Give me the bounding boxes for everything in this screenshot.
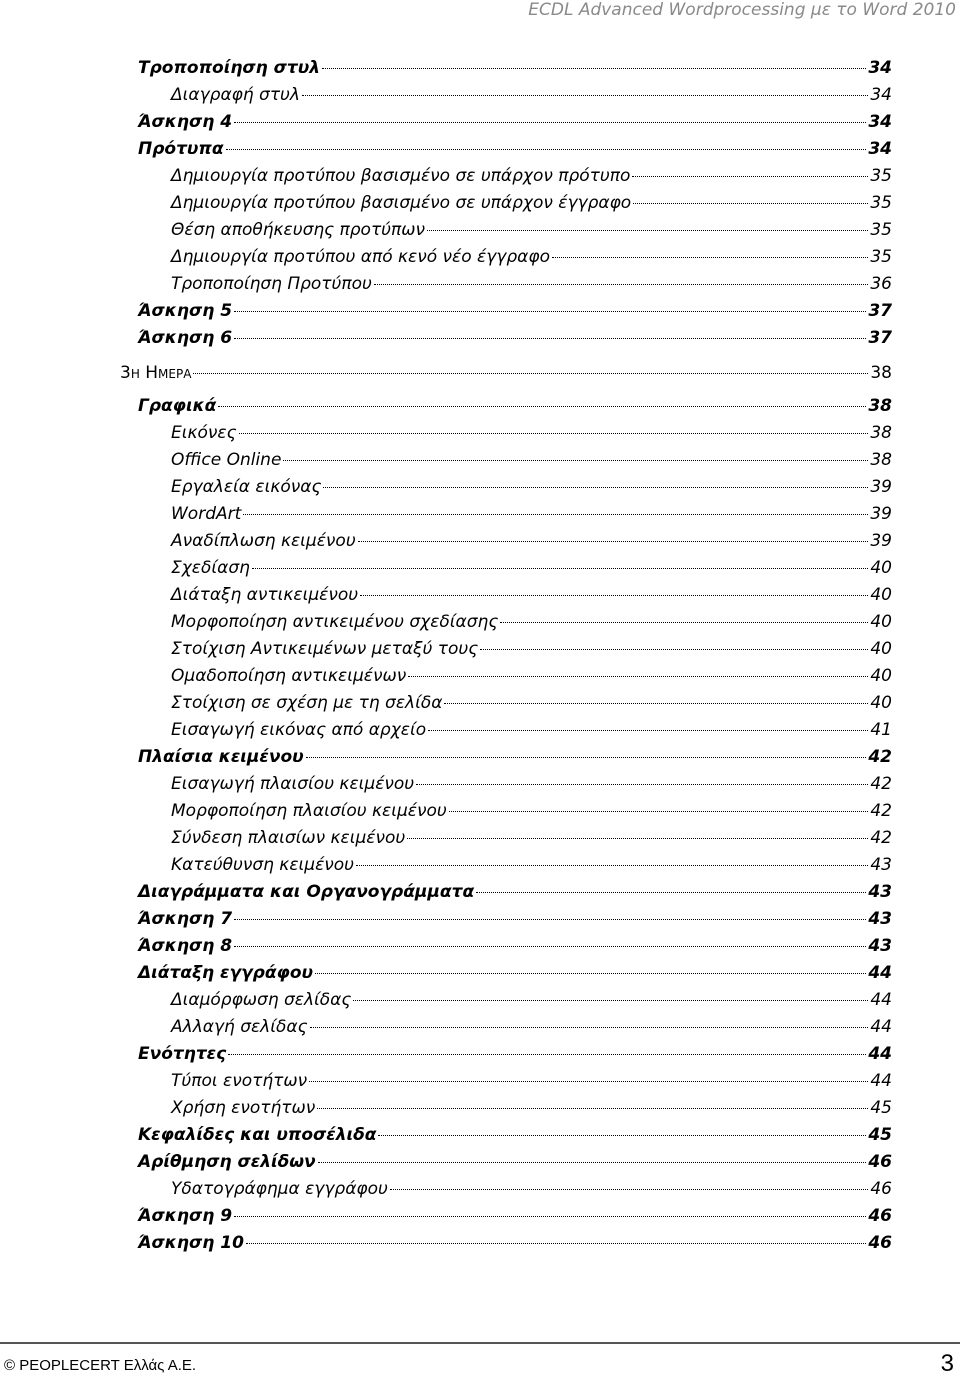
- toc-entry-label: Άσκηση 7: [138, 909, 233, 929]
- toc-entry[interactable]: [171, 271, 892, 297]
- toc-entry-page: 36: [870, 274, 892, 294]
- dot-leader: [552, 257, 868, 258]
- toc-entry[interactable]: [171, 852, 892, 878]
- toc-entry-label: Office Online: [171, 450, 282, 470]
- toc-entry[interactable]: [171, 555, 892, 581]
- dot-leader: [302, 95, 868, 96]
- dot-leader: [322, 68, 866, 69]
- toc-entry[interactable]: [171, 163, 892, 189]
- toc-entry[interactable]: [138, 1149, 892, 1175]
- toc-entry[interactable]: [171, 82, 892, 108]
- toc-entry-label: Άσκηση 6: [138, 328, 233, 348]
- toc-entry[interactable]: [171, 1014, 892, 1040]
- toc-entry-page: 34: [868, 139, 892, 159]
- dot-leader: [632, 176, 868, 177]
- dot-leader: [358, 541, 869, 542]
- toc-entry[interactable]: [171, 636, 892, 662]
- toc-entry-label: Τύποι ενοτήτων: [171, 1071, 308, 1091]
- toc-entry-label: Άσκηση 8: [138, 936, 233, 956]
- toc-entry-label: Διαγράμματα και Οργανογράμματα: [138, 882, 475, 902]
- toc-entry-label: Αναδίπλωση κειμένου: [171, 531, 356, 551]
- toc-entry[interactable]: [138, 1230, 892, 1256]
- dot-leader: [408, 676, 868, 677]
- dot-leader: [310, 1027, 869, 1028]
- toc-entry-label: Άσκηση 10: [138, 1233, 244, 1253]
- toc-entry-label: Χρήση ενοτήτων: [171, 1098, 316, 1118]
- dot-leader: [480, 649, 868, 650]
- toc-entry-page: 46: [868, 1233, 892, 1253]
- toc-entry-page: 35: [870, 193, 892, 213]
- toc-entry-label: Διαμόρφωση σελίδας: [171, 990, 352, 1010]
- toc-entry[interactable]: [138, 55, 892, 81]
- toc-entry-page: 40: [870, 693, 892, 713]
- toc-entry[interactable]: [171, 987, 892, 1013]
- toc-entry-page: 38: [870, 423, 892, 443]
- toc-entry-label: 3η Ημερα: [120, 363, 192, 383]
- dot-leader: [252, 568, 868, 569]
- toc-entry-page: 37: [868, 328, 892, 348]
- dot-leader: [416, 784, 868, 785]
- dot-leader: [390, 1189, 869, 1190]
- toc-entry-label: Άσκηση 9: [138, 1206, 233, 1226]
- toc-entry-page: 43: [868, 909, 892, 929]
- dot-leader: [323, 487, 868, 488]
- dot-leader: [246, 1243, 866, 1244]
- toc-entry-page: 44: [868, 963, 892, 983]
- dot-leader: [317, 1108, 868, 1109]
- toc-entry[interactable]: [138, 879, 892, 905]
- dot-leader: [234, 338, 866, 339]
- dot-leader: [407, 838, 868, 839]
- toc-entry-label: Τροποποίηση στυλ: [138, 58, 321, 78]
- footer-divider: [0, 1342, 960, 1344]
- toc-entry[interactable]: [171, 1176, 892, 1202]
- toc-entry[interactable]: [138, 1122, 892, 1148]
- dot-leader: [228, 1054, 866, 1055]
- toc-entry-page: 40: [870, 558, 892, 578]
- toc-entry-page: 38: [870, 450, 892, 470]
- toc-entry-label: Εισαγωγή εικόνας από αρχείο: [171, 720, 427, 740]
- toc-entry-page: 44: [870, 990, 892, 1010]
- toc-entry-page: 39: [870, 531, 892, 551]
- toc-entry-page: 43: [868, 882, 892, 902]
- dot-leader: [449, 811, 869, 812]
- footer-page-number: 3: [940, 1350, 954, 1377]
- toc-entry-page: 35: [870, 166, 892, 186]
- dot-leader: [234, 1216, 866, 1217]
- toc-entry-label: WordArt: [171, 504, 242, 524]
- toc-entry-label: Εικόνες: [171, 423, 237, 443]
- toc-entry[interactable]: [171, 217, 892, 243]
- toc-entry-page: 44: [870, 1071, 892, 1091]
- toc-entry-page: 43: [868, 936, 892, 956]
- dot-leader: [218, 406, 866, 407]
- toc-entry-label: Σχεδίαση: [171, 558, 250, 578]
- toc-entry[interactable]: [138, 393, 892, 419]
- toc-entry-label: Διάταξη αντικειμένου: [171, 585, 359, 605]
- toc-entry-page: 37: [868, 301, 892, 321]
- toc-entry[interactable]: [171, 501, 892, 527]
- toc-entry-page: 44: [870, 1017, 892, 1037]
- toc-entry-label: Μορφοποίηση πλαισίου κειμένου: [171, 801, 447, 821]
- dot-leader: [476, 892, 866, 893]
- toc-entry-page: 45: [868, 1125, 892, 1145]
- toc-entry-page: 35: [870, 220, 892, 240]
- toc-entry-page: 38: [868, 396, 892, 416]
- dot-leader: [234, 311, 866, 312]
- toc-entry-page: 42: [870, 828, 892, 848]
- toc-entry[interactable]: [171, 717, 892, 743]
- footer-copyright: © PEOPLECERT Ελλάς Α.Ε.: [4, 1357, 197, 1374]
- toc-entry-page: 39: [870, 477, 892, 497]
- toc-entry-label: Αρίθμηση σελίδων: [138, 1152, 316, 1172]
- toc-entry[interactable]: [171, 244, 892, 270]
- dot-leader: [427, 230, 868, 231]
- toc-entry-page: 34: [868, 112, 892, 132]
- toc-entry-page: 38: [870, 363, 892, 383]
- dot-leader: [356, 865, 868, 866]
- toc-entry[interactable]: [171, 690, 892, 716]
- dot-leader: [243, 514, 868, 515]
- toc-entry[interactable]: [138, 1041, 892, 1067]
- toc-entry[interactable]: [171, 798, 892, 824]
- dot-leader: [239, 433, 869, 434]
- toc-entry-label: Στοίχιση Αντικειμένων μεταξύ τους: [171, 639, 479, 659]
- dot-leader: [193, 373, 868, 374]
- toc-entry[interactable]: [171, 474, 892, 500]
- toc-entry[interactable]: [138, 906, 892, 932]
- toc-entry-page: 34: [870, 85, 892, 105]
- toc-entry[interactable]: [138, 136, 892, 162]
- dot-leader: [234, 946, 866, 947]
- dot-leader: [234, 122, 866, 123]
- dot-leader: [226, 149, 867, 150]
- toc-entry-label: Ενότητες: [138, 1044, 227, 1064]
- toc-entry-label: Διάταξη εγγράφου: [138, 963, 313, 983]
- dot-leader: [318, 1162, 867, 1163]
- toc-entry-label: Δημιουργία προτύπου βασισμένο σε υπάρχον έγγραφο: [171, 193, 632, 213]
- dot-leader: [306, 757, 867, 758]
- toc-entry-label: Σύνδεση πλαισίων κειμένου: [171, 828, 406, 848]
- toc-entry[interactable]: [138, 933, 892, 959]
- dot-leader: [428, 730, 868, 731]
- toc-entry-page: 39: [870, 504, 892, 524]
- toc-entry-label: Διαγραφή στυλ: [171, 85, 300, 105]
- toc-entry-page: 42: [870, 774, 892, 794]
- dot-leader: [444, 703, 868, 704]
- dot-leader: [500, 622, 868, 623]
- dot-leader: [374, 284, 869, 285]
- toc-entry-label: Υδατογράφημα εγγράφου: [171, 1179, 388, 1199]
- running-header: ECDL Advanced Wordprocessing με το Word 2010: [528, 0, 956, 20]
- toc-entry-label: Άσκηση 4: [138, 112, 233, 132]
- toc-entry-label: Γραφικά: [138, 396, 217, 416]
- toc-entry-page: 42: [870, 801, 892, 821]
- dot-leader: [633, 203, 868, 204]
- toc-entry-label: Πρότυπα: [138, 139, 224, 159]
- toc-entry-label: Θέση αποθήκευσης προτύπων: [171, 220, 425, 240]
- toc-entry-label: Δημιουργία προτύπου βασισμένο σε υπάρχον πρότυπο: [171, 166, 631, 186]
- toc-entry[interactable]: [138, 1203, 892, 1229]
- toc-entry[interactable]: [171, 582, 892, 608]
- toc-entry[interactable]: [120, 360, 892, 386]
- toc-entry[interactable]: [171, 420, 892, 446]
- toc-entry-page: 40: [870, 666, 892, 686]
- dot-leader: [360, 595, 868, 596]
- toc-entry-page: 40: [870, 639, 892, 659]
- toc-entry[interactable]: [171, 447, 892, 473]
- toc-entry-page: 46: [868, 1152, 892, 1172]
- toc-entry-page: 35: [870, 247, 892, 267]
- toc-entry-page: 34: [868, 58, 892, 78]
- dot-leader: [353, 1000, 868, 1001]
- toc-entry-page: 43: [870, 855, 892, 875]
- toc-entry[interactable]: [138, 325, 892, 351]
- toc-entry-page: 42: [868, 747, 892, 767]
- toc-entry-label: Άσκηση 5: [138, 301, 233, 321]
- toc-entry-label: Στοίχιση σε σχέση με τη σελίδα: [171, 693, 443, 713]
- toc-entry-label: Πλαίσια κειμένου: [138, 747, 304, 767]
- toc-entry[interactable]: [138, 960, 892, 986]
- toc-entry-page: 41: [870, 720, 892, 740]
- toc-entry[interactable]: [171, 825, 892, 851]
- dot-leader: [309, 1081, 868, 1082]
- toc-entry[interactable]: [171, 1095, 892, 1121]
- toc-entry-label: Ομαδοποίηση αντικειμένων: [171, 666, 407, 686]
- dot-leader: [283, 460, 868, 461]
- toc-entry[interactable]: [138, 298, 892, 324]
- toc-entry-page: 46: [868, 1206, 892, 1226]
- dot-leader: [378, 1135, 866, 1136]
- toc-entry-page: 40: [870, 612, 892, 632]
- toc-entry-page: 46: [870, 1179, 892, 1199]
- toc-entry[interactable]: [171, 1068, 892, 1094]
- toc-entry-label: Τροποποίηση Προτύπου: [171, 274, 372, 294]
- toc-entry-page: 45: [870, 1098, 892, 1118]
- toc-entry[interactable]: [171, 190, 892, 216]
- toc-entry-label: Αλλαγή σελίδας: [171, 1017, 308, 1037]
- dot-leader: [234, 919, 866, 920]
- toc-entry-page: 44: [868, 1044, 892, 1064]
- toc-entry-label: Εισαγωγή πλαισίου κειμένου: [171, 774, 415, 794]
- toc-entry-page: 40: [870, 585, 892, 605]
- toc-entry[interactable]: [171, 771, 892, 797]
- toc-entry-label: Μορφοποίηση αντικειμένου σχεδίασης: [171, 612, 499, 632]
- toc-entry-label: Δημιουργία προτύπου από κενό νέο έγγραφο: [171, 247, 550, 267]
- toc-entry[interactable]: [171, 609, 892, 635]
- toc-entry-label: Εργαλεία εικόνας: [171, 477, 322, 497]
- toc-entry[interactable]: [171, 528, 892, 554]
- dot-leader: [315, 973, 866, 974]
- toc-entry[interactable]: [138, 744, 892, 770]
- toc-entry-label: Κεφαλίδες και υποσέλιδα: [138, 1125, 377, 1145]
- toc-entry-label: Κατεύθυνση κειμένου: [171, 855, 354, 875]
- toc-entry[interactable]: [138, 109, 892, 135]
- toc-entry[interactable]: [171, 663, 892, 689]
